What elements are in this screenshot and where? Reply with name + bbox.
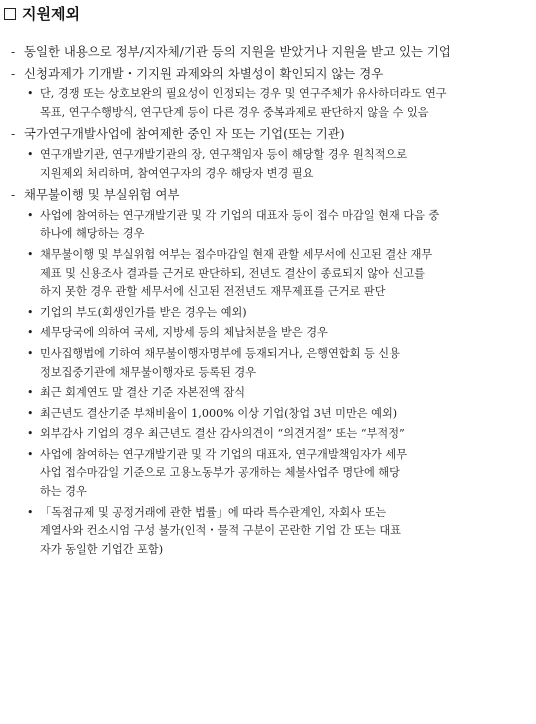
item-text-line: 사업에 참여하는 연구개발기관 및 각 기업의 대표자, 연구개발책임자가 세무 <box>40 447 408 461</box>
sub-list-item <box>0 425 536 444</box>
item-text-line: 자가 동일한 기업간 포함) <box>40 542 164 556</box>
sub-list-item <box>0 384 536 403</box>
list-item <box>0 124 536 144</box>
bullet-marker: • <box>27 406 34 420</box>
bullet-marker: • <box>27 505 34 519</box>
bullet-marker: • <box>27 208 34 222</box>
section-title: 지원제외 <box>22 5 80 23</box>
dash-marker: - <box>11 44 16 59</box>
item-text-line: 민사집행법에 기하여 채무불이행자명부에 등재되거나, 은행연합회 등 신용 <box>40 346 400 360</box>
list-item <box>0 42 536 62</box>
sub-list-item <box>0 304 536 323</box>
item-text-line: 기업의 부도(회생인가를 받은 경우는 예외) <box>40 305 247 319</box>
sub-list-item <box>0 345 536 382</box>
list-item <box>0 64 536 84</box>
exclusion-list <box>0 42 536 561</box>
item-text-line: 「독점규제 및 공정거래에 관한 법률」에 따라 특수관계인, 자회사 또는 <box>40 505 387 519</box>
sub-list-item <box>0 504 536 560</box>
item-text-line: 채무불이행 및 부실위험 여부는 접수마감일 현재 관할 세무서에 신고된 결산 재무 <box>40 247 433 261</box>
dash-marker: - <box>11 65 16 81</box>
bullet-marker: • <box>27 346 34 360</box>
sub-list-item <box>0 146 536 183</box>
sub-list-item <box>0 85 536 122</box>
dash-marker: - <box>11 187 16 203</box>
bullet-marker: • <box>27 386 34 400</box>
bullet-marker: • <box>27 427 34 441</box>
item-text-line: 사업에 참여하는 연구개발기관 및 각 기업의 대표자 등이 접수 마감일 현재 다음 중 <box>40 208 440 222</box>
item-text-line: 하는 경우 <box>40 485 87 499</box>
item-text-line: 지원제외 처리하며, 참여연구자의 경우 해당자 변경 필요 <box>40 166 314 180</box>
item-text-line: 정보집중기관에 채무불이행자로 등록된 경우 <box>40 365 257 379</box>
sub-list-item <box>0 207 536 244</box>
list-item <box>0 185 536 205</box>
item-text-line: 제표 및 신용조사 결과를 근거로 판단하되, 전년도 결산이 종료되지 않아 신고를 <box>40 266 425 280</box>
item-text-line: 사업 접수마감일 기준으로 고용노동부가 공개하는 체불사업주 명단에 해당 <box>40 466 400 480</box>
item-text-line: 계열사와 컨소시엄 구성 불가(인적・물적 구분이 곤란한 기업 간 또는 대표 <box>40 524 401 538</box>
item-text-line: 하나에 해당하는 경우 <box>40 227 145 241</box>
checkbox-icon <box>4 8 16 20</box>
item-text-line: 연구개발기관, 연구개발기관의 장, 연구책임자 등이 해당할 경우 원칙적으로 <box>40 147 408 161</box>
dash-marker: - <box>11 126 16 142</box>
bullet-marker: • <box>27 447 34 461</box>
item-text-line: 하지 못한 경우 관할 세무서에 신고된 전전년도 재무제표를 근거로 판단 <box>40 285 386 299</box>
sub-list-item <box>0 324 536 343</box>
item-text-line: 최근년도 결산기준 부채비율이 1,000% 이상 기업(창업 3년 미만은 예외) <box>40 406 398 420</box>
section-heading <box>4 3 80 24</box>
item-text-line: 세무당국에 의하여 국세, 지방세 등의 체납처분을 받은 경우 <box>40 326 328 340</box>
item-text-line: 채무불이행 및 부실위험 여부 <box>24 187 180 203</box>
item-text-line: 외부감사 기업의 경우 최근년도 결산 감사의견이 “의견거절” 또는 “부적정” <box>40 427 405 441</box>
bullet-marker: • <box>27 247 34 261</box>
sub-list-item <box>0 446 536 502</box>
sub-list-item <box>0 246 536 302</box>
bullet-marker: • <box>27 305 34 319</box>
item-text-line: 최근 회계연도 말 결산 기준 자본전액 잠식 <box>40 386 246 400</box>
item-text-line: 신청과제가 기개발・기지원 과제와의 차별성이 확인되지 않는 경우 <box>24 65 384 81</box>
item-text-line: 목표, 연구수행방식, 연구단계 등이 다른 경우 중복과제로 판단하지 않을 수 있음 <box>40 105 429 119</box>
bullet-marker: • <box>27 147 34 161</box>
bullet-marker: • <box>27 326 34 340</box>
item-text-line: 국가연구개발사업에 참여제한 중인 자 또는 기업(또는 기관) <box>24 126 345 142</box>
item-text-line: 동일한 내용으로 정부/지자체/기관 등의 지원을 받았거나 지원을 받고 있는 기업 <box>24 44 451 59</box>
bullet-marker: • <box>27 87 34 101</box>
sub-list-item <box>0 405 536 424</box>
item-text-line: 단, 경쟁 또는 상호보완의 필요성이 인정되는 경우 및 연구주체가 유사하더라도 연구 <box>40 87 447 101</box>
